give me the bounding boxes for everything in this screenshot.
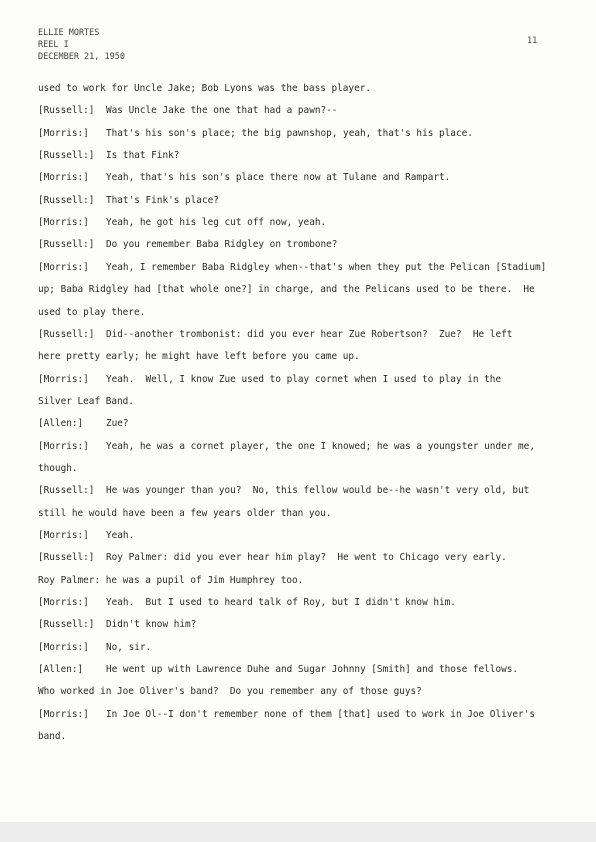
transcript-line <box>38 507 332 521</box>
line-text: here pretty early; he might have left before you came up. <box>38 351 360 363</box>
speaker-label: [Russell:] <box>38 619 95 631</box>
line-text: still he would have been a few years older than you. <box>38 507 332 519</box>
transcript-line <box>38 373 501 387</box>
line-text: used to play there. <box>38 306 146 318</box>
line-text: Roy Palmer: did you ever hear him play? He went to Chicago very early. <box>106 552 507 564</box>
transcript-line <box>38 417 129 431</box>
line-text: Yeah, that's his son's place there now at Tulane and Rampart. <box>106 172 451 184</box>
line-text: Yeah, I remember Baba Ridgley when--that's when they put the Pelican [Stadium] <box>106 261 547 273</box>
speaker-label: [Russell:] <box>38 552 95 564</box>
line-text: That's his son's place; the big pawnshop, yeah, that's his place. <box>106 127 473 139</box>
line-text: He went up with Lawrence Duhe and Sugar Johnny [Smith] and those fellows. <box>106 664 519 676</box>
speaker-label: [Morris:] <box>38 597 89 609</box>
speaker-label: [Morris:] <box>38 440 89 452</box>
transcript-line <box>38 283 535 297</box>
speaker-label: [Morris:] <box>38 641 89 653</box>
line-text: Did--another trombonist: did you ever hear Zue Robertson? Zue? He left <box>106 328 513 340</box>
transcript-line <box>38 395 134 409</box>
transcript-line <box>38 574 303 588</box>
speaker-label: [Morris:] <box>38 530 89 541</box>
speaker-label: [Russell:] <box>38 239 95 251</box>
transcript-line <box>38 306 145 320</box>
speaker-label: [Russell:] <box>38 150 95 162</box>
speaker-label: [Morris:] <box>38 708 89 720</box>
transcript-line <box>38 194 219 208</box>
transcript-line <box>38 440 535 454</box>
speaker-label: [Russell:] <box>38 105 95 117</box>
line-text: band. <box>38 731 67 743</box>
line-text: Yeah. But I used to heard talk of Roy, but I didn't know him. <box>106 597 456 609</box>
speaker-label: [Morris:] <box>38 172 89 184</box>
page-number: 11 <box>527 36 538 46</box>
line-text: Yeah, he got his leg cut off now, yeah. <box>106 217 327 229</box>
header-name: ELLIE MORTES <box>38 28 100 38</box>
transcript-line <box>38 484 529 498</box>
speaker-label: [Russell:] <box>38 328 95 340</box>
line-text: used to work for Uncle Jake; Bob Lyons was the bass player. <box>38 83 372 94</box>
transcript-line <box>38 350 360 364</box>
transcript-line <box>38 104 337 118</box>
transcript-line <box>38 149 179 163</box>
line-text: Who worked in Joe Oliver's band? Do you remember any of those guys? <box>38 686 422 698</box>
speaker-label: [Allen:] <box>38 664 84 676</box>
line-text: Do you remember Baba Ridgley on trombone? <box>106 239 338 251</box>
transcript-line <box>38 551 507 565</box>
page-header <box>38 27 125 63</box>
transcript-line <box>38 127 473 141</box>
line-text: Was Uncle Jake the one that had a pawn?-- <box>106 105 338 117</box>
transcript-line <box>38 618 196 632</box>
transcript-line <box>38 663 518 677</box>
scan-bottom-edge <box>0 822 596 842</box>
header-date: DECEMBER 21, 1950 <box>38 52 125 62</box>
line-text: Silver Leaf Band. <box>38 395 134 407</box>
line-text: Didn't know him? <box>106 619 197 631</box>
transcript-line <box>38 730 66 744</box>
speaker-label: [Russell:] <box>38 485 95 497</box>
transcript-line <box>38 328 512 342</box>
line-text: Roy Palmer: he was a pupil of Jim Humphrey too. <box>38 574 304 586</box>
transcript-line <box>38 529 134 543</box>
line-text: Yeah. Well, I know Zue used to play cornet when I used to play in the <box>106 373 502 385</box>
line-text: That's Fink's place? <box>106 194 219 206</box>
line-text: No, sir. <box>106 641 152 653</box>
line-text: Is that Fink? <box>106 150 180 162</box>
line-text: Zue? <box>106 418 129 430</box>
speaker-label: [Morris:] <box>38 373 89 385</box>
transcript-line <box>38 685 422 699</box>
transcript-line <box>38 641 151 655</box>
line-text: though. <box>38 462 78 474</box>
transcript-line <box>38 238 337 252</box>
speaker-label: [Allen:] <box>38 418 84 430</box>
line-text: up; Baba Ridgley had [that whole one?] in charge, and the Pelicans used to be there. He <box>38 284 535 296</box>
speaker-label: [Morris:] <box>38 127 89 139</box>
transcript-line <box>38 82 371 96</box>
transcript-line <box>38 171 450 185</box>
header-reel: REEL I <box>38 40 69 50</box>
line-text: He was younger than you? No, this fellow would be--he wasn't very old, but <box>106 485 530 497</box>
line-text: In Joe Ol--I don't remember none of them [that] used to work in Joe Oliver's <box>106 708 535 720</box>
transcript-line <box>38 216 326 230</box>
line-text: Yeah. <box>106 530 135 541</box>
transcript-line <box>38 596 456 610</box>
line-text: Yeah, he was a cornet player, the one I knowed; he was a youngster under me, <box>106 440 535 452</box>
speaker-label: [Morris:] <box>38 261 89 273</box>
speaker-label: [Russell:] <box>38 194 95 206</box>
speaker-label: [Morris:] <box>38 217 89 229</box>
transcript-line <box>38 708 535 722</box>
transcript-line <box>38 462 78 476</box>
transcript-line <box>38 261 546 275</box>
